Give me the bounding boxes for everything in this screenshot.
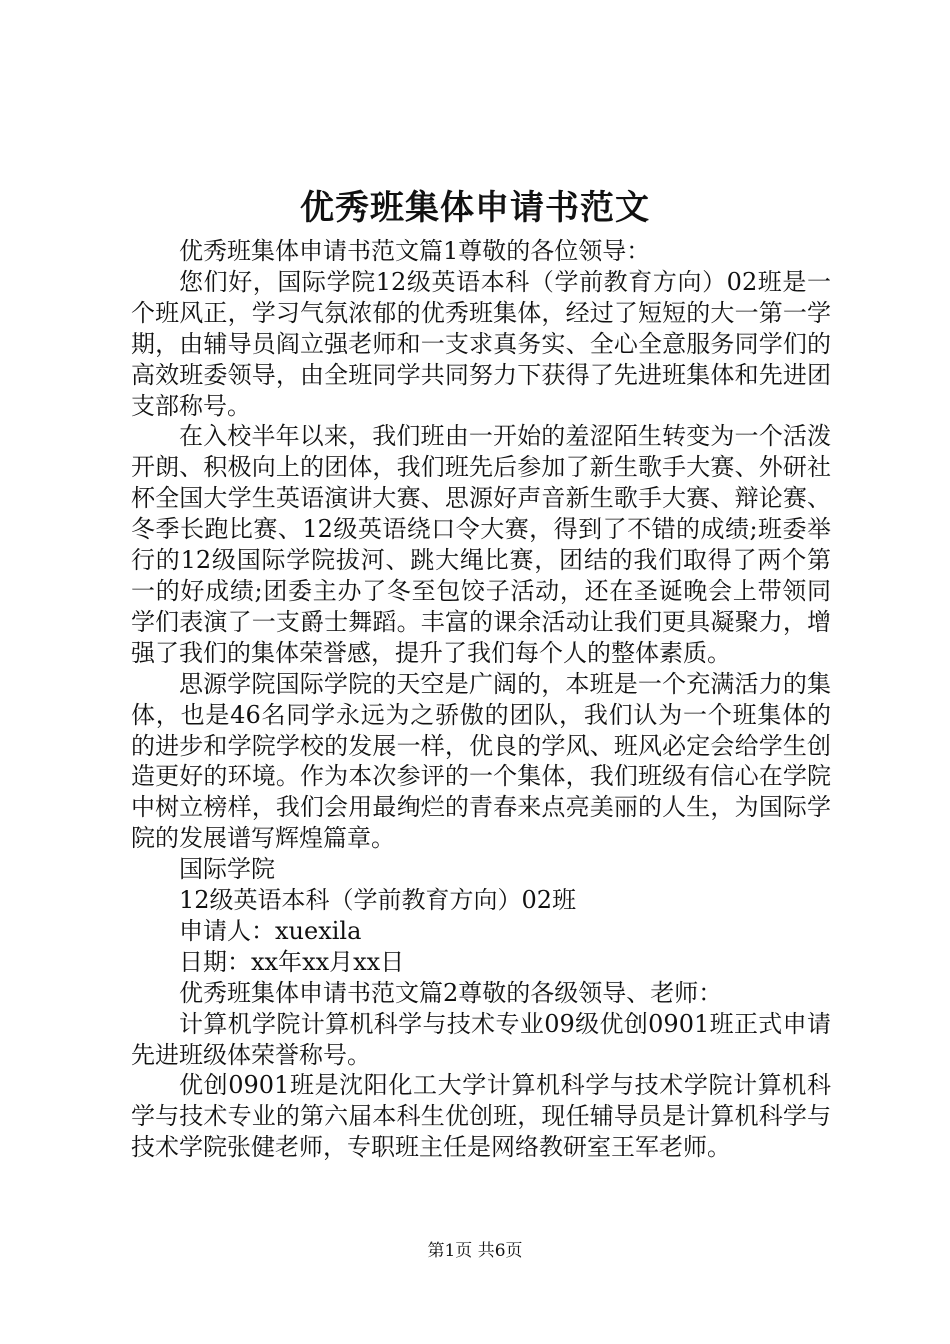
paragraph-5: 优秀班集体申请书范文篇2尊敬的各级领导、老师： <box>179 978 723 1007</box>
signature-class: 12级英语本科（学前教育方向）02班 <box>179 886 577 915</box>
paragraph-6: 计算机学院计算机科学与技术专业09级优创0901班正式申请先进班级体荣誉称号。 <box>131 1009 831 1069</box>
signature-org: 国际学院 <box>179 855 275 884</box>
paragraph-7: 优创0901班是沈阳化工大学计算机科学与技术学院计算机科学与技术专业的第六届本科生优创班，现任辅导员是计算机科学与技术学院张健老师，专职班主任是网络教研室王军老师。 <box>131 1071 831 1162</box>
paragraph-1: 优秀班集体申请书范文篇1尊敬的各位领导： <box>179 237 651 265</box>
document-title: 优秀班集体申请书范文 <box>300 188 650 228</box>
signature-date: 日期：xx年xx月xx日 <box>179 947 405 976</box>
document-body <box>131 236 831 1163</box>
paragraph-4: 思源学院国际学院的天空是广阔的，本班是一个充满活力的集体，也是46名同学永远为之骄傲的团队，我们认为一个班集体的的进步和学院学校的发展一样，优良的学风、班风必定会给学生创造更好的环境。作为本次参评的一个集体，我们班级有信心在学院中树立榜样，我们会用最绚烂的青春来点亮美丽的人生，为国际学院的发展谱写辉煌篇章。 <box>131 669 831 853</box>
page-footer: 第1页 共6页 <box>427 1241 523 1261</box>
paragraph-2: 您们好，国际学院12级英语本科（学前教育方向）02班是一个班风正，学习气氛浓郁的优秀班集体，经过了短短的大一第一学期，由辅导员阎立强老师和一支求真务实、全心全意服务同学们的高效班委领导，由全班同学共同努力下获得了先进班集体和先进团支部称号。 <box>131 267 831 420</box>
signature-applicant: 申请人：xuexila <box>179 916 362 945</box>
paragraph-3: 在入校半年以来，我们班由一开始的羞涩陌生转变为一个活泼开朗、积极向上的团体，我们班先后参加了新生歌手大赛、外研社杯全国大学生英语演讲大赛、思源好声音新生歌手大赛、辩论赛、冬季长跑比赛、12级英语绕口令大赛，得到了不错的成绩;班委举行的12级国际学院拔河、跳大绳比赛，团结的我们取得了两个第一的好成绩;团委主办了冬至包饺子活动，还在圣诞晚会上带领同学们表演了一支爵士舞蹈。丰富的课余活动让我们更具凝聚力，增强了我们的集体荣誉感，提升了我们每个人的整体素质。 <box>131 422 831 667</box>
